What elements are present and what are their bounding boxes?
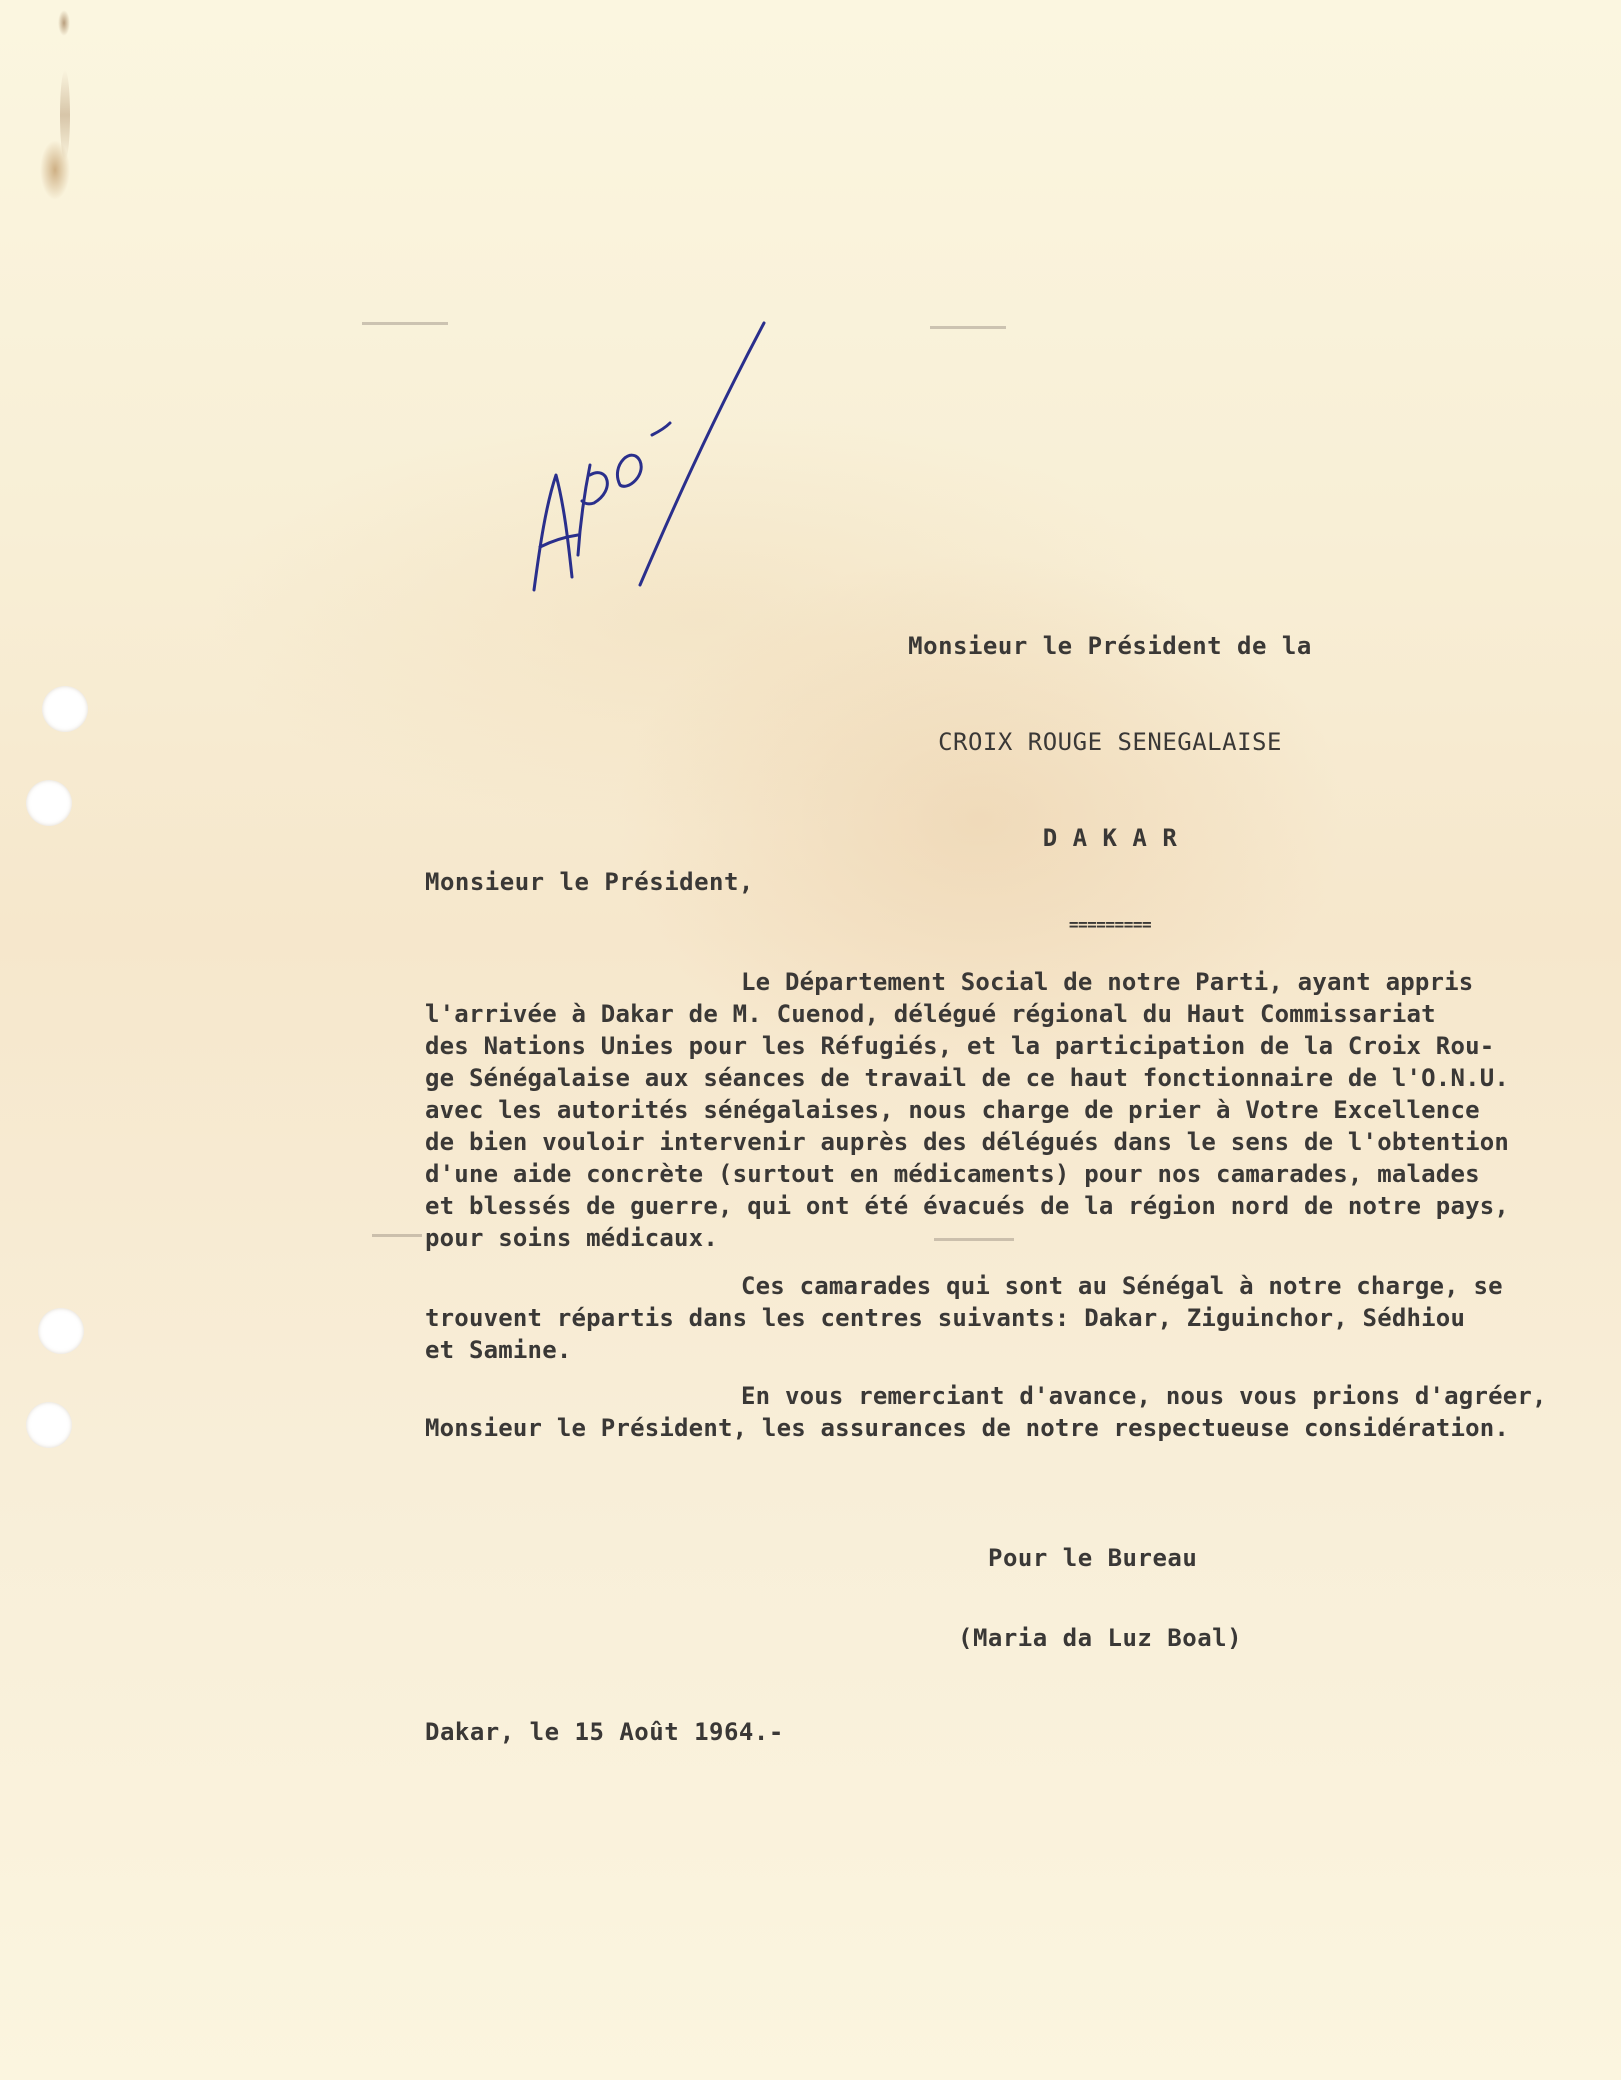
paragraph-line: Ces camarades qui sont au Sénégal à notre charge, se <box>741 1272 1503 1300</box>
margin-mark <box>372 1234 422 1237</box>
salutation: Monsieur le Président, <box>425 868 754 896</box>
paragraph-line: En vous remerciant d'avance, nous vous prions d'agréer, <box>741 1382 1547 1410</box>
paragraph-line: l'arrivée à Dakar de M. Cuenod, délégué régional du Haut Commissariat <box>425 1000 1436 1028</box>
addressee-line-3: D A K A R <box>1042 824 1178 852</box>
closing: Pour le Bureau <box>988 1544 1198 1572</box>
paragraph-line: et blessés de guerre, qui ont été évacués de la région nord de notre pays, <box>425 1192 1510 1220</box>
punch-hole <box>26 1402 72 1448</box>
paragraph-1 <box>425 966 1595 1254</box>
margin-mark <box>362 322 448 325</box>
paragraph-line: et Samine. <box>425 1336 572 1364</box>
signatory: (Maria da Luz Boal) <box>958 1624 1243 1652</box>
addressee-underline: ========= <box>1068 915 1152 934</box>
paragraph-line: d'une aide concrète (surtout en médicaments) pour nos camarades, malades <box>425 1160 1480 1188</box>
paragraph-line: Monsieur le Président, les assurances de notre respectueuse considération. <box>425 1414 1510 1442</box>
paragraph-3 <box>425 1380 1595 1444</box>
handwritten-initials <box>520 315 780 615</box>
rust-stain <box>58 10 70 36</box>
addressee-block <box>880 566 1340 996</box>
addressee-line-1: Monsieur le Président de la <box>908 632 1312 660</box>
paragraph-line: de bien vouloir intervenir auprès des délégués dans le sens de l'obtention <box>425 1128 1510 1156</box>
punch-hole <box>38 1308 84 1354</box>
paragraph-line: pour soins médicaux. <box>425 1224 718 1252</box>
paragraph-2 <box>425 1270 1595 1366</box>
punch-hole <box>42 686 88 732</box>
paragraph-line: des Nations Unies pour les Réfugiés, et la participation de la Croix Rou- <box>425 1032 1495 1060</box>
rust-stain <box>60 70 70 160</box>
margin-mark <box>930 326 1006 329</box>
paragraph-line: trouvent répartis dans les centres suivants: Dakar, Ziguinchor, Sédhiou <box>425 1304 1466 1332</box>
paragraph-line: ge Sénégalaise aux séances de travail de ce haut fonctionnaire de l'O.N.U. <box>425 1064 1510 1092</box>
date-line: Dakar, le 15 Août 1964.- <box>425 1718 784 1746</box>
punch-hole <box>26 780 72 826</box>
addressee-line-2: CROIX ROUGE SENEGALAISE <box>938 728 1282 756</box>
paragraph-line: avec les autorités sénégalaises, nous charge de prier à Votre Excellence <box>425 1096 1480 1124</box>
paragraph-line: Le Département Social de notre Parti, ayant appris <box>741 968 1474 996</box>
